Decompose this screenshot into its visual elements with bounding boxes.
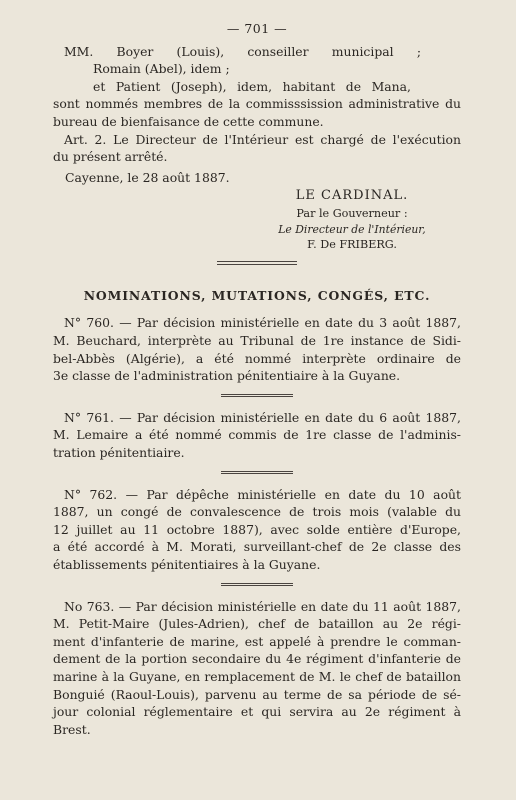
entry-762 [53, 486, 461, 574]
decree-line: Romain (Abel), idem ; [93, 61, 230, 77]
signature-role: Le Directeur de l'Intérieur, [278, 222, 426, 236]
entry-line: 12 juillet au 11 octobre 1887), avec solde entière d'Europe, [53, 521, 461, 537]
entry-line: N° 761. — Par décision ministérielle en date du 6 août 1887, [64, 409, 461, 425]
entry-line: No 763. — Par décision ministérielle en date du 11 août 1887, [64, 598, 461, 614]
signature-by: Par le Gouverneur : [296, 207, 408, 221]
page-number: — 701 — [226, 21, 288, 36]
signature-block [243, 186, 461, 253]
decree-block [53, 43, 461, 265]
decree-line: MM. Boyer (Louis), conseiller municipal ; [64, 43, 421, 59]
article-line: du présent arrêté. [53, 149, 168, 165]
entry-line: marine à la Guyane, en remplacement de M. le chef de bataillon [53, 668, 461, 684]
entry-763 [53, 598, 461, 739]
divider [217, 261, 297, 265]
entry-line: M. Lemaire a été nommé commis de 1re classe de l'adminis- [53, 427, 461, 443]
decree-line: et Patient (Joseph), idem, habitant de Mana, [93, 78, 411, 94]
entry-line: ment d'infanterie de marine, est appelé à prendre le comman- [53, 633, 461, 649]
entry-760 [53, 314, 461, 384]
decree-line: bureau de bienfaisance de cette commune. [53, 113, 324, 129]
decree-date: Cayenne, le 28 août 1887. [65, 169, 230, 185]
entry-line: N° 762. — Par dépêche ministérielle en date du 10 août [64, 486, 461, 502]
entry-line: dement de la portion secondaire du 4e régiment d'infanterie de [53, 651, 461, 667]
entry-line: établissements pénitentiaires à la Guyane. [53, 556, 321, 572]
entry-line: 1887, un congé de convalescence de trois mois (valable du [53, 504, 461, 520]
entry-line: M. Petit-Maire (Jules-Adrien), chef de bataillon au 2e régi- [53, 616, 461, 632]
entry-761 [53, 409, 461, 462]
entry-line: a été accordé à M. Morati, surveillant-chef de 2e classe des [53, 539, 461, 555]
entry-line: jour colonial réglementaire et qui servira au 2e régiment à Brest. [53, 704, 461, 737]
article-line: Art. 2. Le Directeur de l'Intérieur est chargé de l'exécution [64, 131, 461, 147]
divider [221, 394, 293, 397]
entry-line: 3e classe de l'administration pénitentiaire à la Guyane. [53, 368, 401, 384]
entry-line: M. Beuchard, interprète au Tribunal de 1re instance de Sidi- [53, 333, 461, 349]
entry-line: Bonguié (Raoul-Louis), parvenu au terme de sa période de sé- [53, 686, 461, 702]
entry-line: tration pénitentiaire. [53, 445, 185, 460]
entry-line: N° 760. — Par décision ministérielle en date du 3 août 1887, [64, 315, 461, 331]
decree-line: sont nommés membres de la commisssission administrative du [53, 96, 461, 112]
signature-name: LE CARDINAL. [295, 188, 409, 204]
entry-line: bel-Abbès (Algérie), a été nommé interprète ordinaire de [53, 350, 461, 366]
section-title: NOMINATIONS, MUTATIONS, CONGÉS, ETC. [83, 287, 431, 303]
signature-signer: F. De FRIBERG. [307, 238, 397, 252]
divider [221, 471, 293, 474]
divider [221, 583, 293, 586]
